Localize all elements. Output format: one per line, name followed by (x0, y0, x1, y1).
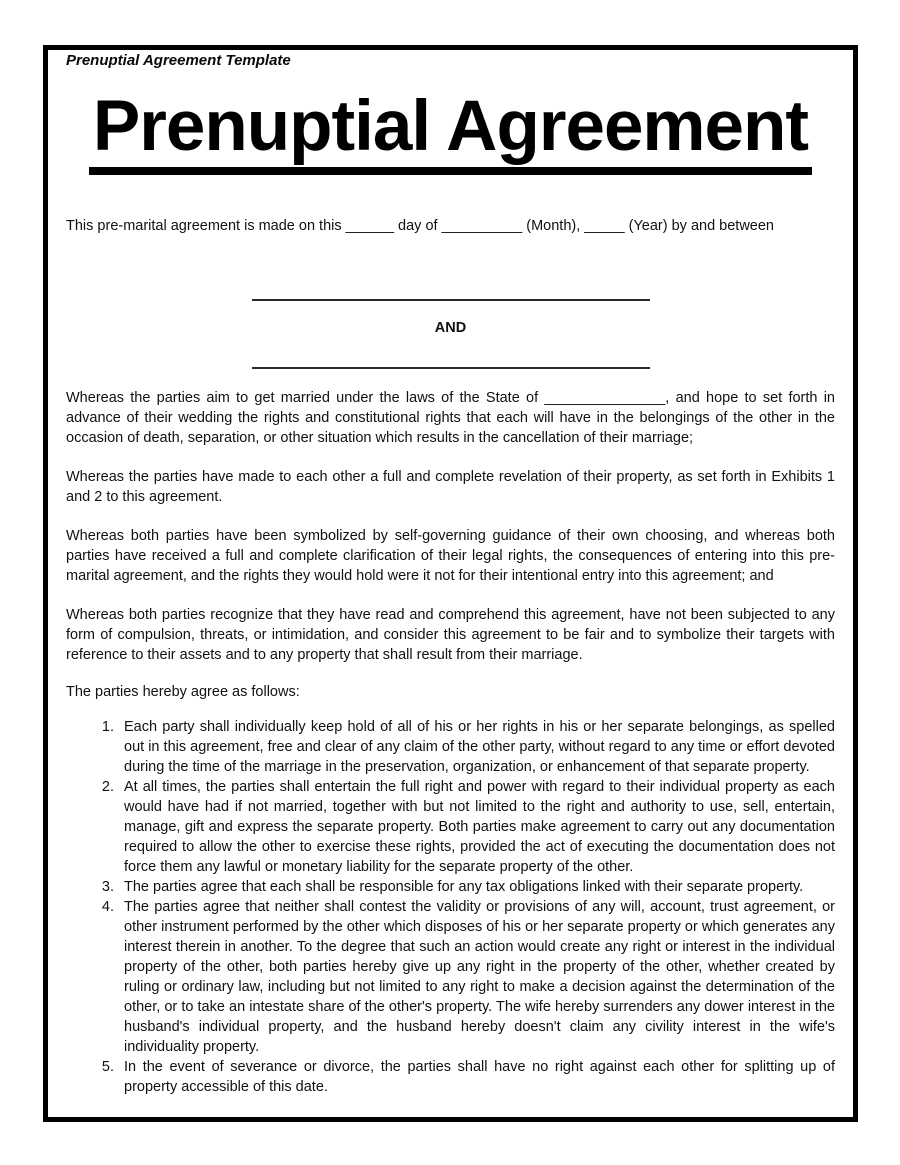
agreement-intro-line: The parties hereby agree as follows: (66, 684, 300, 700)
date-fill-in-line: This pre-marital agreement is made on this ______ day of __________ (Month), _____ (Year) by and between (66, 218, 774, 234)
clause-item-full-right-power: 2. At all times, the parties shall entertain the full right and power with regard to their individual property as each would have had if not married, together with but not limited to the right and authority to use, sell, entertain, manage, gift and express the separate property. Both parties make agreement to carry out any documentation required to allow the other to exercise these rights, provided the act of executing the documentation does not force them any lawful or monetary liability for the separate property of the other. (118, 777, 835, 877)
clause-item-severance-divorce: 5. In the event of severance or divorce, the parties shall have no right against each other for splitting up of property accessible of this date. (118, 1057, 835, 1097)
whereas-paragraph-legal-guidance: Whereas both parties have been symbolized by self-governing guidance of their own choosing, and whereas both parties have received a full and complete clarification of their legal rights, the consequences of entering into this pre-marital agreement, and the rights they would hold were it not for their intentional entry into this agreement; and (66, 528, 835, 584)
clause-item-separate-belongings: 1. Each party shall individually keep hold of all of his or her rights in his or her separate belongings, as spelled out in this agreement, free and clear of any claim of the other party, without regard to any time or effort devoted during the time of the marriage in the preservation, organization, or enhancement of that separate property. (118, 717, 835, 777)
document-title: Prenuptial Agreement (89, 91, 812, 175)
clause-list (66, 717, 835, 1097)
whereas-paragraph-marriage-laws: Whereas the parties aim to get married under the laws of the State of _______________, and hope to set forth in advance of their wedding the rights and constitutional rights that each will have in the belongings of the other in the occasion of death, separation, or other situation which results in the cancellation of their marriage; (66, 390, 835, 446)
title-row (66, 87, 835, 175)
party-two-name-blank-line (252, 367, 650, 369)
clause-item-tax-obligations: 3. The parties agree that each shall be responsible for any tax obligations linked with their separate property. (118, 877, 835, 897)
and-separator: AND (434, 320, 467, 336)
party-one-name-blank-line (252, 299, 650, 301)
clause-item-no-contest: 4. The parties agree that neither shall contest the validity or provisions of any will, account, trust agreement, or other instrument performed by the other which disposes of his or her separate property or which generates any interest therein in another. To the degree that such an action would create any right or interest in the individual property of the other, both parties hereby give up any right in the property of the other, whether created by ruling or ordinary law, including but not limited to any right to make a decision against the determination of the other, or to take an intestate share of the other's property. The wife hereby surrenders any dower interest in the husband's individual property, and the husband hereby doesn't claim any civility interest in the wife's individuality property. (118, 897, 835, 1057)
document-template-label: Prenuptial Agreement Template (66, 52, 291, 69)
document-border-frame (43, 45, 858, 1122)
whereas-paragraph-fairness: Whereas both parties recognize that they have read and comprehend this agreement, have not been subjected to any form of compulsion, threats, or intimidation, and consider this agreement to be fair and to symbolize their targets with reference to their assets and to any property that shall result from their marriage. (66, 607, 835, 663)
whereas-paragraph-property-revelation: Whereas the parties have made to each other a full and complete revelation of their property, as set forth in Exhibits 1 and 2 to this agreement. (66, 469, 835, 505)
